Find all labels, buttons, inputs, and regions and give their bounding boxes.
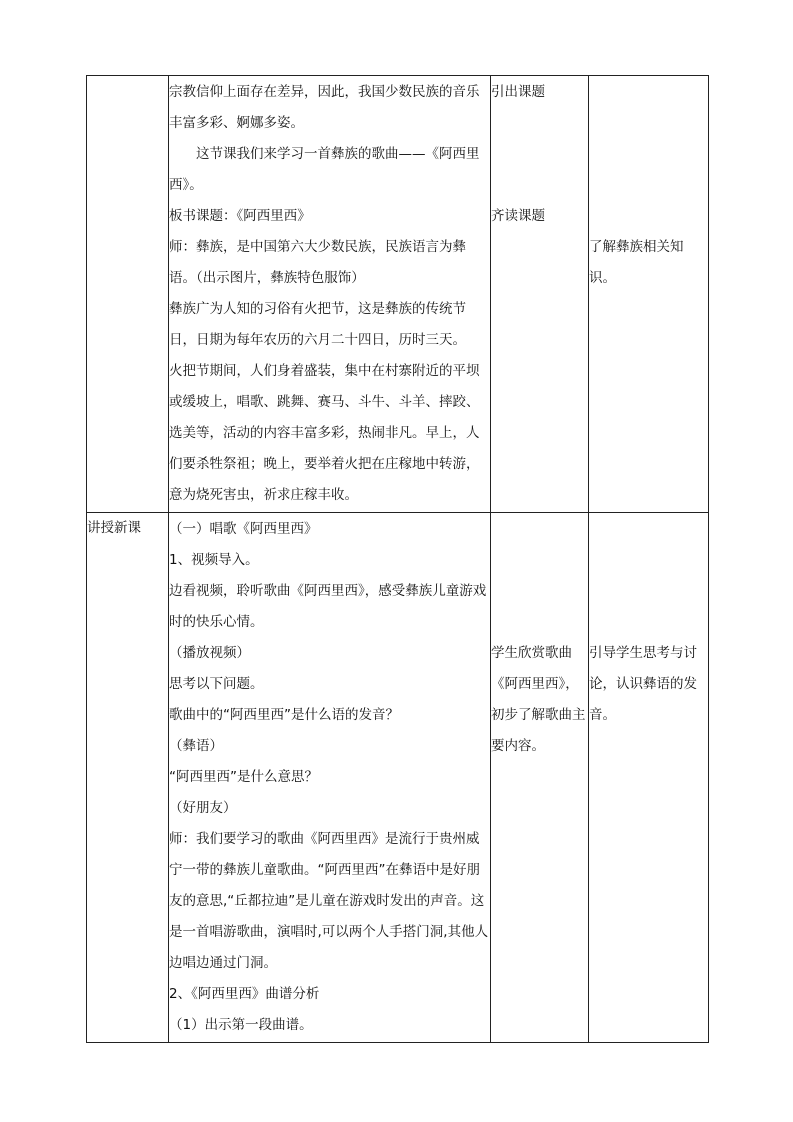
content-paragraph: 彝族广为人知的习俗有火把节，这是彝族的传统节日，日期为每年农历的六月二十四日，历时三天。 [169, 301, 466, 348]
content-paragraph: （一）唱歌《阿西里西》 [169, 521, 318, 537]
content-paragraph: （彝语） [169, 738, 223, 754]
student-activity-text: 学生欣赏歌曲《阿西里西》，初步了解歌曲主要内容。 [491, 645, 586, 754]
content-paragraph: 师：彝族，是中国第六大少数民族，民族语言为彝语。（出示图片，彝族特色服饰） [169, 239, 466, 286]
table-row [87, 513, 709, 1043]
student-activity-cell [491, 76, 589, 513]
content-paragraph: 火把节期间，人们身着盛装，集中在村寨附近的平坝或缓坡上，唱歌、跳舞、赛马、斗牛、斗羊、摔跤、选美等，活动的内容丰富多彩，热闹非凡。早上，人们要杀牲祭祖；晚上，要举着火把在庄稼地中转游，意为烧死害虫，祈求庄稼丰收。 [169, 363, 480, 503]
content-paragraph: 师：我们要学习的歌曲《阿西里西》是流行于贵州威宁一带的彝族儿童歌曲。“阿西里西”在彝语中是好朋友的意思,“丘都拉迪”是儿童在游戏时发出的声音。这是一首唱游歌曲，演唱时,可以两个人手搭门洞,其他人边唱边通过门洞。 [169, 831, 489, 971]
table-row [87, 76, 709, 513]
content-paragraph: “阿西里西”是什么意思？ [169, 769, 318, 785]
content-paragraph: 2、《阿西里西》曲谱分析 [169, 986, 320, 1002]
design-intent-text: 引导学生思考与讨论，认识彝语的发音。 [589, 645, 697, 723]
student-activity-text: 引出课题 [491, 84, 545, 100]
design-intent-text: 了解彝族相关知识。 [589, 239, 684, 286]
content-paragraph: 这节课我们来学习一首彝族的歌曲——《阿西里西》。 [169, 146, 480, 193]
lesson-plan-table [86, 75, 709, 1043]
content-paragraph: 歌曲中的“阿西里西”是什么语的发音？ [169, 707, 399, 723]
content-paragraph: 1、视频导入。 [169, 552, 259, 568]
content-paragraph: 边看视频，聆听歌曲《阿西里西》，感受彝族儿童游戏时的快乐心情。 [169, 583, 487, 630]
design-intent-cell [589, 513, 709, 1043]
stage-cell: 讲授新课 [87, 513, 169, 1043]
content-paragraph: （好朋友） [169, 800, 237, 816]
content-paragraph: （1）出示第一段曲谱。 [169, 1017, 313, 1033]
content-paragraph: 板书课题：《阿西里西》 [169, 208, 311, 224]
student-activity-cell [491, 513, 589, 1043]
content-paragraph: 思考以下问题。 [169, 676, 264, 692]
content-paragraph: （播放视频） [169, 645, 250, 661]
content-paragraph: 宗教信仰上面存在差异，因此，我国少数民族的音乐丰富多彩、婀娜多姿。 [169, 84, 480, 131]
design-intent-cell [589, 76, 709, 513]
student-activity-text: 齐读课题 [491, 208, 545, 224]
teaching-content-cell [169, 513, 491, 1043]
teaching-content-cell [169, 76, 491, 513]
stage-cell [87, 76, 169, 513]
